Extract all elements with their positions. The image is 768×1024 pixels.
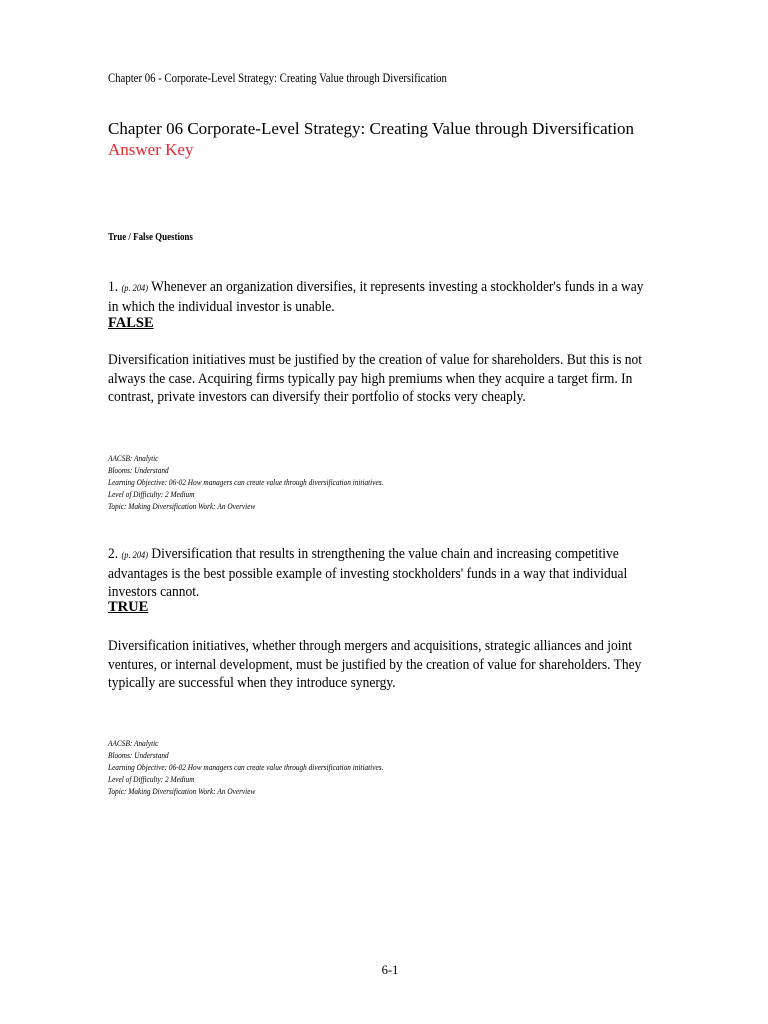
question-1-explanation: Diversification initiatives must be justified by the creation of value for shareholders. But this is not always the case. Acquiring firms typically pay high premiums when they acquire a target firm. In contrast, private investors can diversify their portfolio of stocks very cheaply. [108, 352, 643, 405]
running-header: Chapter 06 - Corporate-Level Strategy: Creating Value through Diversification [108, 71, 447, 85]
answer-key-label: Answer Key [108, 140, 194, 159]
page-number: 6-1 [381, 963, 399, 977]
question-number: 2. [108, 546, 119, 562]
question-2-answer: TRUE [108, 599, 149, 615]
question-1-answer: FALSE [108, 315, 154, 331]
question-page-ref: (p. 204) [121, 283, 148, 293]
meta-topic: Topic: Making Diversification Work: An Overview [108, 786, 256, 796]
meta-learning-objective: Learning Objective: 06-02 How managers can create value through diversification initiatives. [108, 762, 384, 772]
meta-blooms: Blooms: Understand [108, 750, 169, 760]
section-heading: True / False Questions [108, 232, 193, 243]
meta-aacsb: AACSB: Analytic [108, 738, 159, 748]
question-2-metadata [108, 737, 383, 797]
question-1-text-block [108, 278, 657, 316]
meta-topic: Topic: Making Diversification Work: An Overview [108, 501, 256, 511]
question-2-text-block [108, 545, 657, 602]
question-text: Diversification that results in strengthening the value chain and increasing competitive advantages is the best possible example of investing stockholders' funds in a way that individual investors cannot. [108, 546, 628, 600]
page-number-footer [0, 963, 768, 978]
question-number: 1. [108, 279, 119, 295]
question-page-ref: (p. 204) [121, 550, 148, 560]
meta-aacsb: AACSB: Analytic [108, 453, 159, 463]
question-text: Whenever an organization diversifies, it represents investing a stockholder's funds in a way in which the individual investor is unable. [108, 279, 644, 315]
question-2-explanation: Diversification initiatives, whether through mergers and acquisitions, strategic alliances and joint ventures, or internal development, must be justified by the creation of value for shareholders. They typically are successful when they introduce synergy. [108, 638, 642, 691]
meta-learning-objective: Learning Objective: 06-02 How managers can create value through diversification initiatives. [108, 477, 384, 487]
meta-difficulty: Level of Difficulty: 2 Medium [108, 489, 195, 499]
meta-blooms: Blooms: Understand [108, 465, 169, 475]
meta-difficulty: Level of Difficulty: 2 Medium [108, 774, 195, 784]
chapter-title: Chapter 06 Corporate-Level Strategy: Creating Value through Diversification [108, 119, 635, 138]
question-1-metadata [108, 452, 383, 512]
